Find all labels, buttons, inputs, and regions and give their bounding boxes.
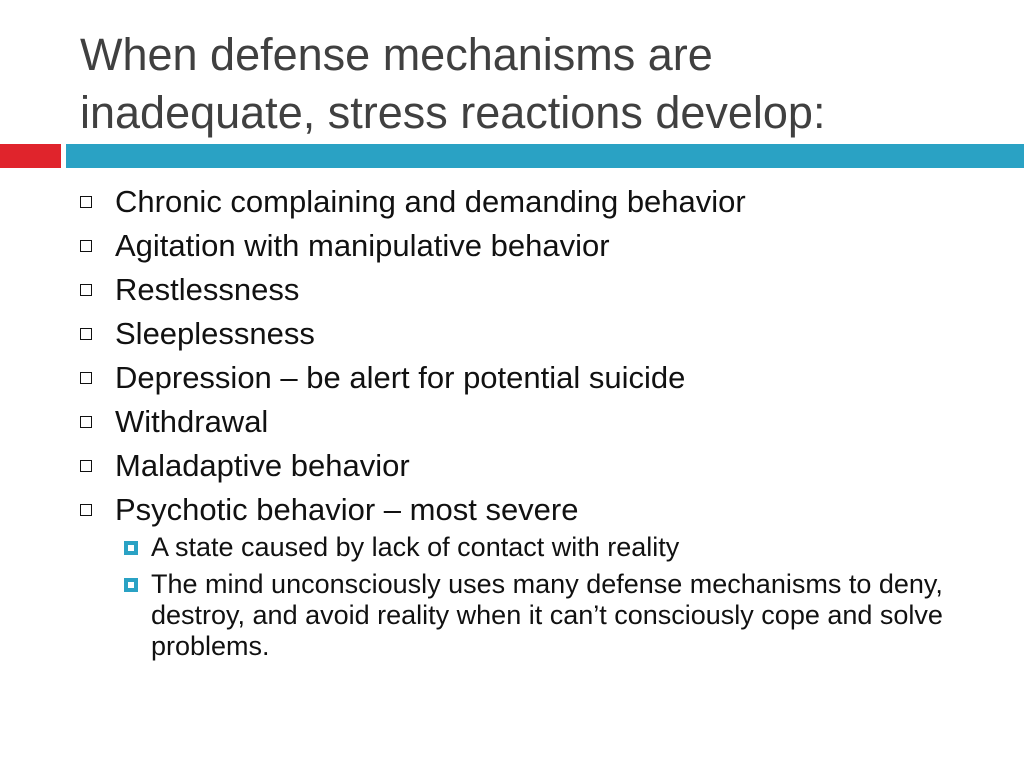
sub-bullet-text: A state caused by lack of contact with reality: [151, 532, 680, 562]
bullet-item: [80, 488, 1000, 532]
sub-bullet-list: [80, 532, 1000, 662]
hollow-square-bullet-icon: [80, 460, 92, 472]
bullet-item: [80, 356, 1000, 400]
hollow-square-bullet-icon: [80, 372, 92, 384]
hollow-square-bullet-icon: [80, 416, 92, 428]
bullet-text: Chronic complaining and demanding behavior: [115, 184, 746, 219]
sub-bullet-text: The mind unconsciously uses many defense mechanisms to deny, destroy, and avoid reality when it can’t consciously cope and solve problems.: [151, 569, 943, 661]
sub-bullet-item: [124, 532, 1000, 563]
blue-square-bullet-icon: [124, 578, 138, 592]
title-divider-blue: [66, 144, 1024, 168]
bullet-item: [80, 224, 1000, 268]
sub-bullet-item: [124, 569, 1000, 662]
bullet-text: Withdrawal: [115, 404, 269, 439]
title-line-2: inadequate, stress reactions develop:: [80, 87, 826, 138]
hollow-square-bullet-icon: [80, 284, 92, 296]
bullet-item: [80, 180, 1000, 224]
bullet-item: [80, 444, 1000, 488]
blue-square-bullet-icon: [124, 541, 138, 555]
hollow-square-bullet-icon: [80, 504, 92, 516]
title-line-1: When defense mechanisms are: [80, 29, 713, 80]
bullet-list: [80, 180, 1000, 662]
slide-title: [80, 26, 1000, 142]
bullet-text: Psychotic behavior – most severe: [115, 492, 579, 527]
bullet-text: Depression – be alert for potential suicide: [115, 360, 686, 395]
bullet-text: Agitation with manipulative behavior: [115, 228, 610, 263]
sub-bullet-group: [80, 532, 1000, 662]
bullet-text: Sleeplessness: [115, 316, 315, 351]
bullet-text: Maladaptive behavior: [115, 448, 410, 483]
hollow-square-bullet-icon: [80, 196, 92, 208]
bullet-item: [80, 400, 1000, 444]
hollow-square-bullet-icon: [80, 240, 92, 252]
bullet-item: [80, 312, 1000, 356]
hollow-square-bullet-icon: [80, 328, 92, 340]
title-divider-red: [0, 144, 61, 168]
bullet-item: [80, 268, 1000, 312]
bullet-text: Restlessness: [115, 272, 300, 307]
